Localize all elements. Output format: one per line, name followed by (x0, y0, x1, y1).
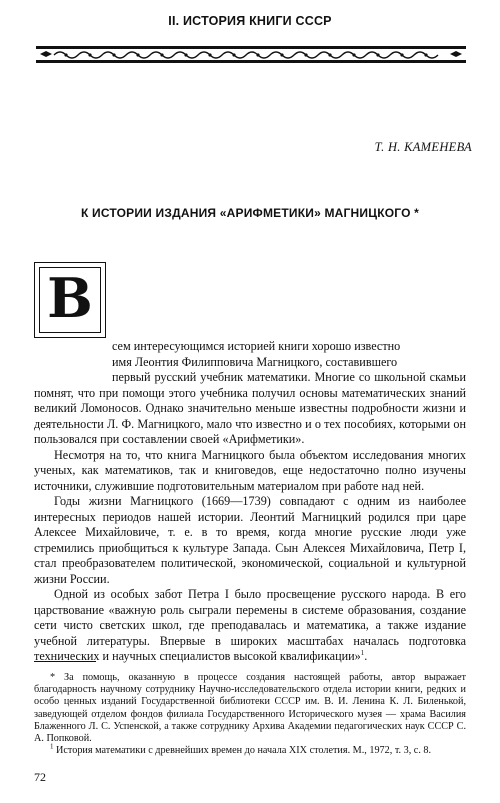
footnote-1-text: История математики с древнейших времен до начала XIX столетия. М., 1972, т. 3, с. 8. (56, 745, 432, 757)
paragraph-3: Годы жизни Магницкого (1669—1739) совпадают с одним из наиболее интересных периодов нашей истории. Леонтий Магницкий родился при царе Алексее Михайловиче, т. е. в то время, когда многие русские люди уже стремились приобщиться к культуре Запада. Сын Алексея Михайловича, Петр I, стал преобразователем политической, экономической, социальной и культурной жизни России. (34, 494, 466, 586)
author-name: Т. Н. КАМЕНЕВА (374, 140, 472, 154)
paragraph-1-rest: школьной скамьи помнят, что при помощи этого учебника получил основы математических знаний великий Ломоносов. Однако значительно меньше известны подробности жизни и деятельности Л. Ф. Магницкого, мало что известно и о тех пособиях, которыми он пользовался при составлении своей «Арифметики». (34, 370, 467, 446)
paragraph-4 (34, 587, 466, 665)
drop-cap-box (34, 262, 106, 338)
paragraph-1-line-2: имя Леонтия Филипповича Магницкого, составившего (112, 354, 398, 369)
paragraph-1-line-3: первый русский учебник математики. Многие со (112, 370, 371, 384)
section-title: II. ИСТОРИЯ КНИГИ СССР (168, 14, 332, 28)
footnote-ref-1: 1 (360, 648, 365, 657)
paragraph-4-end: . (364, 649, 368, 663)
article-title: К ИСТОРИИ ИЗДАНИЯ «АРИФМЕТИКИ» МАГНИЦКОГО * (80, 206, 420, 220)
paragraph-2: Несмотря на то, что книга Магницкого была объектом исследования многих ученых, как математиков, так и книговедов, еще недостаточно полно изучены источники, служившие подготовительным материалом при работе над ней. (34, 447, 466, 493)
footnote-star: * За помощь, оказанную в процессе создания настоящей работы, автор выражает благодарность научному сотруднику Научно-исследовательского отдела истории книги, редких и особо ценных изданий Государственной библиотеки СССР им. В. И. Ленина К. Л. Биленькой, заведующей отделом фондов филиала Государственного Исторического музея — храма Василия Блаженного Л. С. Успенской, а также сотруднику Архива Академии педагогических наук СССР С. А. Попковой. (34, 672, 466, 745)
paragraph-1-line-1: сем интересующимся историей книги хорошо известно (112, 339, 401, 353)
article-body (34, 339, 466, 665)
drop-cap-letter: В (47, 266, 93, 330)
decorative-ornament-rule (36, 46, 466, 64)
footnotes (34, 672, 466, 757)
page-number: 72 (34, 770, 46, 784)
footnote-1 (34, 742, 466, 757)
footnote-divider (34, 661, 96, 662)
paragraph-4-text: Одной из особых забот Петра I было просвещение русского народа. В его царствование «важную роль сыграли перемены в системе образования, создание сети чисто светских школ, где преподавалась и математика, а также издание учебной литературы. Впервые в широких масштабах началась подготовка технических и научных специалистов высокой квалификации» (34, 587, 466, 663)
footnote-1-mark: 1 (50, 742, 54, 751)
paragraph-1 (34, 339, 466, 448)
